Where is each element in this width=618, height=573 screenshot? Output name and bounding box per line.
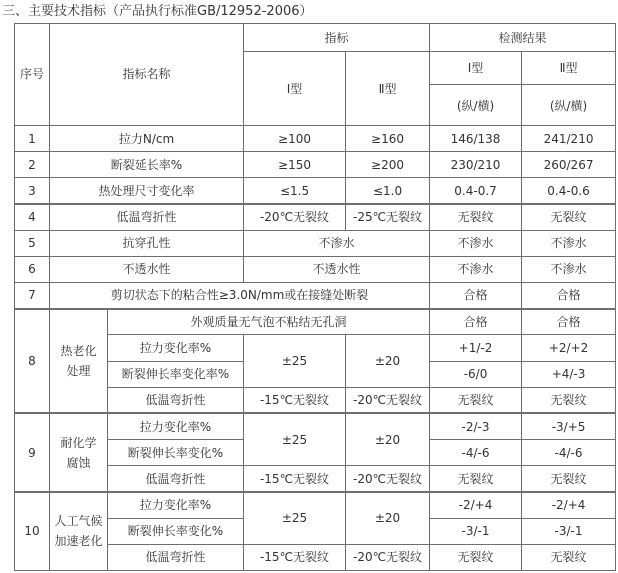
row-seq: 10 [15,492,50,571]
table-row [15,204,616,230]
header-type2: Ⅱ型 [346,52,430,126]
row-result-type1: 230/210 [430,152,522,178]
row-seq: 8 [15,309,50,414]
row-result-type1: 146/138 [430,125,522,151]
row-name: 断裂延长率% [50,152,244,178]
row-result-type1: 无裂纹 [430,544,522,570]
row-name: 断裂伸长率变化% [108,440,244,466]
row-spec: 不渗水 [244,230,430,256]
header-result: 检测结果 [430,24,616,52]
row-name: 剪切状态下的粘合性≥3.0N/mm或在接缝处断裂 [50,282,430,308]
group-label-text: 人工气候 加速老化 [54,514,103,549]
spec-table [14,23,616,571]
row-spec-type1: ≥100 [244,125,346,151]
table-row [15,152,616,178]
row-result-type1: 无裂纹 [430,204,522,230]
row-name: 热处理尺寸变化率 [50,178,244,204]
row-spec-type1: -15℃无裂纹 [244,466,346,492]
row-result-type2: +4/-3 [522,361,616,387]
row-spec-type2: ≥200 [346,152,430,178]
row-result-type2: -3/+5 [522,413,616,439]
group-label [50,413,108,492]
row-spec-type1: -15℃无裂纹 [244,387,346,413]
row-name: 低温弯折性 [108,387,244,413]
row-result-type1: 0.4-0.7 [430,178,522,204]
group-label-text: 耐化学 腐蚀 [60,435,97,470]
row-result-type2: 合格 [522,282,616,308]
row-seq: 3 [15,178,50,204]
row-result-type2: -3/-1 [522,518,616,544]
row-spec: 不透水性 [244,256,430,282]
row-spec-type1: ≤1.5 [244,178,346,204]
header-spec: 指标 [244,24,430,52]
group-label [50,492,108,571]
row-name: 断裂伸长率变化% [108,518,244,544]
row-spec-type2: -25℃无裂纹 [346,204,430,230]
row-result-type2: -4/-6 [522,440,616,466]
row-result-type2: -2/+4 [522,492,616,518]
row-name: 抗穿孔性 [50,230,244,256]
row-spec-type2: -20℃无裂纹 [346,544,430,570]
row-result-type2: +2/+2 [522,335,616,361]
row-result-type2: 不渗水 [522,230,616,256]
row-result-type1: -2/-3 [430,413,522,439]
table-row [15,256,616,282]
table-header-row [15,24,616,52]
table-row [15,413,616,439]
row-spec-type2: ±20 [346,413,430,465]
table-row [15,282,616,308]
row-result-type1: +1/-2 [430,335,522,361]
row-spec-type2: ±20 [346,492,430,544]
header-result-dir2: (纵/横) [522,86,616,125]
row-result-type1: -2/+4 [430,492,522,518]
row-spec-type2: ≥160 [346,125,430,151]
row-seq: 4 [15,204,50,230]
table-row [15,492,616,518]
row-result-type2: 241/210 [522,125,616,151]
row-seq: 1 [15,125,50,151]
row-name: 断裂伸长率变化率% [108,361,244,387]
row-result-type1: -4/-6 [430,440,522,466]
row-spec-type1: -20℃无裂纹 [244,204,346,230]
row-result-type1: 无裂纹 [430,387,522,413]
row-name: 不透水性 [50,256,244,282]
row-spec-type2: ≤1.0 [346,178,430,204]
table-row [15,230,616,256]
row-spec-type2: -20℃无裂纹 [346,466,430,492]
row-result-type2: 260/267 [522,152,616,178]
row-seq: 2 [15,152,50,178]
row-seq: 7 [15,282,50,308]
row-name: 拉力N/cm [50,125,244,151]
header-seq: 序号 [15,24,50,126]
row-spec-type1: -15℃无裂纹 [244,544,346,570]
section-title: 三、主要技术指标（产品执行标准GB/12952-2006） [2,4,313,19]
row-result-type2: 合格 [522,309,616,335]
row-spec-type2: -20℃无裂纹 [346,387,430,413]
row-spec-type2: ±20 [346,335,430,387]
row-name: 外观质量无气泡不粘结无孔洞 [108,309,430,335]
row-spec-type1: ±25 [244,335,346,387]
row-result-type1: -3/-1 [430,518,522,544]
header-type1: I型 [244,52,346,126]
row-result-type1: 无裂纹 [430,466,522,492]
table-row [15,309,616,335]
row-result-type1: 不渗水 [430,230,522,256]
row-name: 低温弯折性 [108,466,244,492]
group-label-text: 热老化 处理 [60,344,97,378]
row-name: 拉力变化率% [108,413,244,439]
row-seq: 6 [15,256,50,282]
row-result-type2: 无裂纹 [522,204,616,230]
header-result-type2: Ⅱ型 [522,52,616,85]
row-result-type2: 无裂纹 [522,544,616,570]
row-seq: 5 [15,230,50,256]
row-seq: 9 [15,413,50,492]
row-spec-type1: ±25 [244,413,346,465]
header-result-type1: I型 [430,52,522,85]
row-result-type2: 0.4-0.6 [522,178,616,204]
row-result-type1: 合格 [430,309,522,335]
row-result-type1: -6/0 [430,361,522,387]
row-name: 低温弯折性 [108,544,244,570]
table-row [15,178,616,204]
row-result-type2: 无裂纹 [522,387,616,413]
row-result-type2: 无裂纹 [522,466,616,492]
header-name: 指标名称 [50,24,244,126]
row-name: 低温弯折性 [50,204,244,230]
row-spec-type1: ±25 [244,492,346,544]
row-result-type2: 不渗水 [522,256,616,282]
row-spec-type1: ≥150 [244,152,346,178]
row-result-type1: 合格 [430,282,522,308]
row-result-type1: 不渗水 [430,256,522,282]
row-name: 拉力变化率% [108,335,244,361]
header-result-dir1: (纵/横) [430,86,522,125]
row-name: 拉力变化率% [108,492,244,518]
group-label [50,309,108,414]
table-row [15,125,616,151]
